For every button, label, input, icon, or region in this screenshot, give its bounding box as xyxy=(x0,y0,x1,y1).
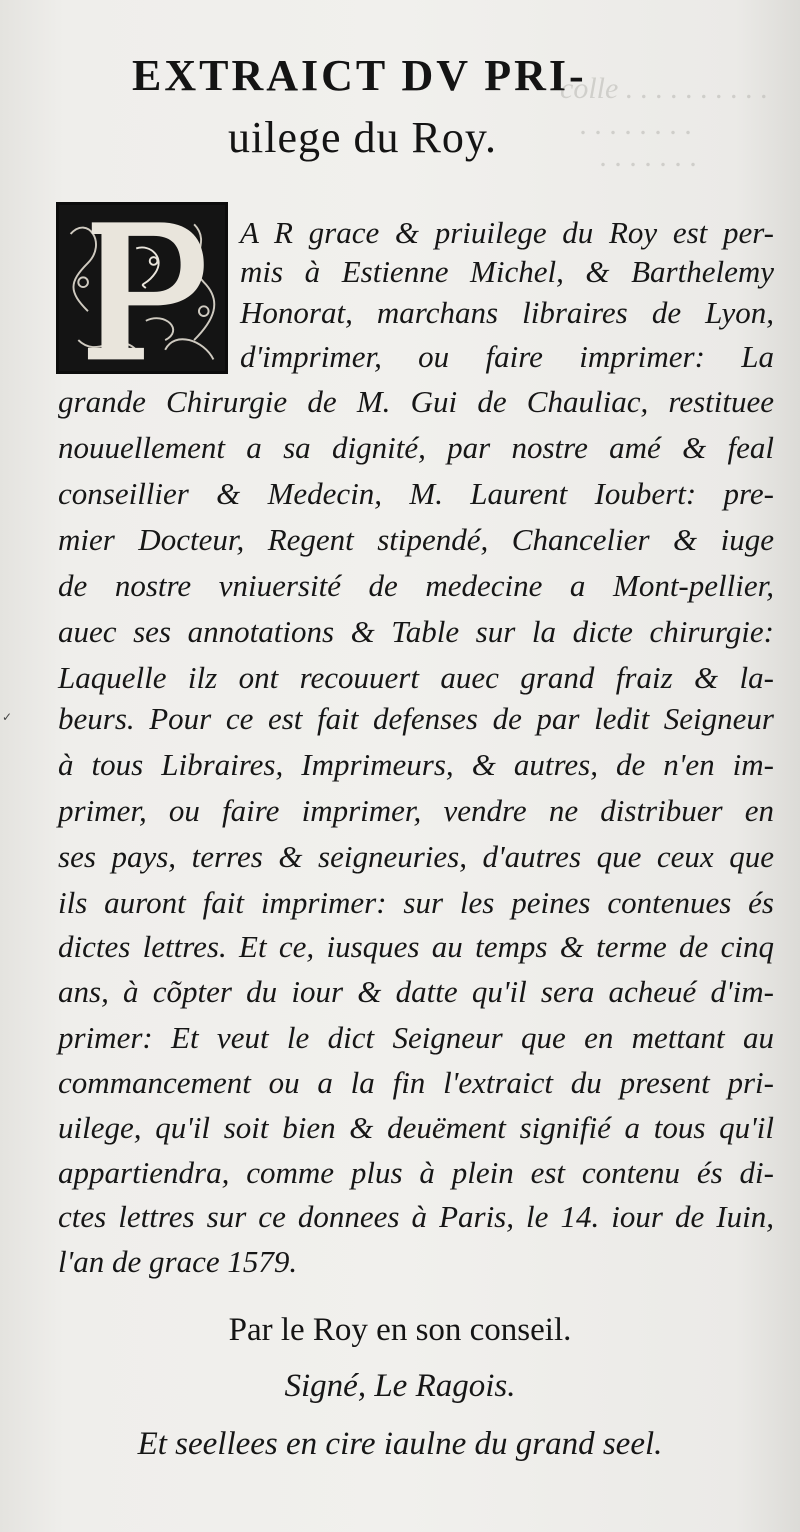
body-line: à tous Libraires, Imprimeurs, & autres, de n'en im- xyxy=(58,747,774,782)
page-title-line-1: EXTRAICT DV PRI- xyxy=(132,51,587,100)
closing-line-seal: Et seellees en cire iaulne du grand seel. xyxy=(137,1426,663,1462)
body-line: mis à Estienne Michel, & Barthelemy xyxy=(240,254,774,289)
dropcap-illustration xyxy=(59,205,225,371)
body-line: Laquelle ilz ont recouuert auec grand fraiz & la- xyxy=(58,660,774,695)
body-line: beurs. Pour ce est fait defenses de par ledit Seigneur xyxy=(58,701,774,736)
body-line: de nostre vniuersité de medecine a Mont-pellier, xyxy=(58,568,774,603)
body-line: grande Chirurgie de M. Gui de Chauliac, restituee xyxy=(58,384,774,419)
body-line: appartiendra, comme plus à plein est contenu és di- xyxy=(58,1155,774,1190)
body-line: nouuellement a sa dignité, par nostre amé & feal xyxy=(58,430,774,465)
body-line: primer, ou faire imprimer, vendre ne distribuer en xyxy=(58,793,774,828)
closing-line-signature: Signé, Le Ragois. xyxy=(284,1368,516,1404)
body-line: auec ses annotations & Table sur la dicte chirurgie: xyxy=(58,614,774,649)
closing-line-royal-council: Par le Roy en son conseil. xyxy=(228,1312,572,1348)
body-line: uilege, qu'il soit bien & deuëment signifié a tous qu'il xyxy=(58,1110,774,1145)
body-line: A R grace & priuilege du Roy est per- xyxy=(240,215,774,250)
body-line: l'an de grace 1579. xyxy=(58,1244,298,1279)
body-line: ans, à cõpter du iour & datte qu'il sera acheué d'im- xyxy=(58,974,774,1009)
body-line: commancement ou a la fin l'extraict du present pri- xyxy=(58,1065,774,1100)
body-line: ses pays, terres & seigneuries, d'autres que ceux que xyxy=(58,839,774,874)
show-through-text: . . . . . . . . xyxy=(580,108,693,141)
body-line: ctes lettres sur ce donnees à Paris, le 14. iour de Iuin, xyxy=(58,1199,774,1234)
body-line: ils auront fait imprimer: sur les peines contenues és xyxy=(58,885,774,920)
margin-mark: ✓ xyxy=(2,710,13,724)
body-line: Honorat, marchans libraires de Lyon, xyxy=(240,295,774,330)
show-through-text: colle . . . . . . . . . . xyxy=(560,72,769,105)
body-line: primer: Et veut le dict Seigneur que en mettant au xyxy=(58,1020,774,1055)
body-line: d'imprimer, ou faire imprimer: La xyxy=(240,339,774,374)
body-line: mier Docteur, Regent stipendé, Chancelier & iuge xyxy=(58,522,774,557)
show-through-text: . . . . . . . xyxy=(600,140,698,173)
page-title-line-2: uilege du Roy. xyxy=(228,113,497,162)
ornamental-dropcap-p xyxy=(56,202,228,374)
body-line: conseillier & Medecin, M. Laurent Ioubert: pre- xyxy=(58,476,774,511)
body-line: dictes lettres. Et ce, iusques au temps & terme de cinq xyxy=(58,929,774,964)
